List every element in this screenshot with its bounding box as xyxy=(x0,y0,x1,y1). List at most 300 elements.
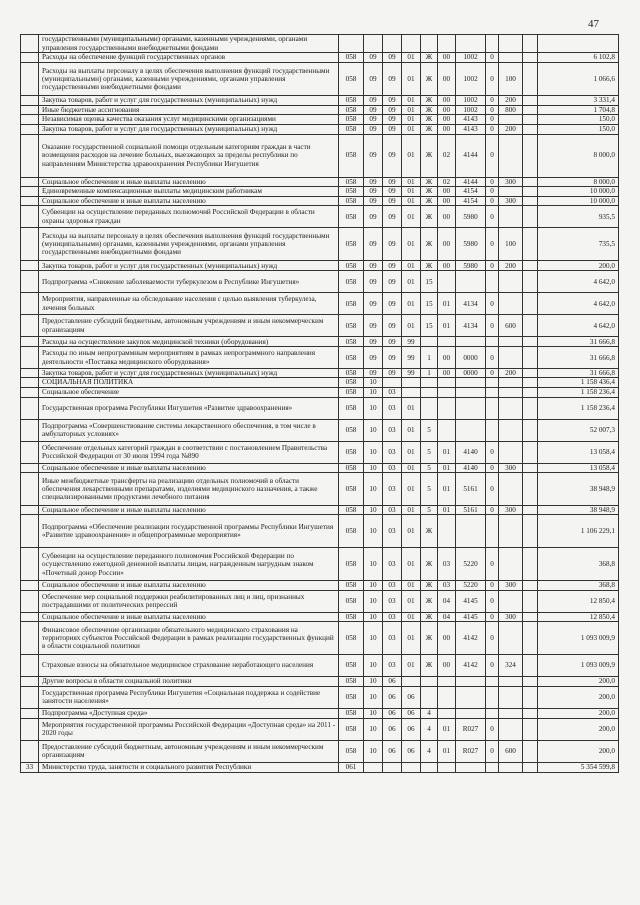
expense-type-code: 300 xyxy=(499,581,523,590)
direction-code: 4145 xyxy=(456,612,486,621)
expense-name: Подпрограмма «Доступная среда» xyxy=(39,708,339,718)
extra-code xyxy=(523,718,538,740)
program-code: 01 xyxy=(402,186,421,196)
direction-code: 5980 xyxy=(456,206,486,228)
direction-code xyxy=(456,419,486,441)
expense-type-code xyxy=(499,515,523,548)
direction-code: 5980 xyxy=(456,261,486,271)
table-row xyxy=(21,473,619,506)
row-number xyxy=(21,590,39,612)
amount-value: 200,0 xyxy=(538,261,619,271)
row-number xyxy=(21,96,39,106)
table-row xyxy=(21,293,619,315)
expense-type-code xyxy=(499,621,523,654)
extra-code xyxy=(523,515,538,548)
section-code: 10 xyxy=(364,686,383,708)
direction-code xyxy=(456,337,486,347)
amount-value: 1 158 236,4 xyxy=(538,387,619,397)
direction-suffix-code: 0 xyxy=(486,124,499,134)
extra-code xyxy=(523,676,538,686)
subprogram-code: 5 xyxy=(421,506,438,515)
amount-value: 200,0 xyxy=(538,676,619,686)
extra-code xyxy=(523,124,538,134)
section-code: 10 xyxy=(364,506,383,515)
subsection-code: 06 xyxy=(383,708,402,718)
direction-suffix-code xyxy=(486,337,499,347)
row-number xyxy=(21,506,39,515)
table-row xyxy=(21,378,619,387)
row-number xyxy=(21,387,39,397)
section-code: 09 xyxy=(364,63,383,96)
program-code xyxy=(402,676,421,686)
direction-suffix-code: 0 xyxy=(486,506,499,515)
expense-name: Расходы по иным непрограммным мероприятиям в рамках непрограммного направления деятельности «Поставка медицинского оборудования» xyxy=(39,347,339,369)
direction-suffix-code: 0 xyxy=(486,115,499,124)
ministry-code: 058 xyxy=(339,347,364,369)
extra-code xyxy=(523,228,538,261)
direction-suffix-code xyxy=(486,397,499,419)
expense-name: Иные бюджетные ассигнования xyxy=(39,106,339,115)
extra-code xyxy=(523,106,538,115)
program-code: 01 xyxy=(402,463,421,472)
amount-value: 4 642,0 xyxy=(538,293,619,315)
subsection-code: 09 xyxy=(383,206,402,228)
section-code: 10 xyxy=(364,387,383,397)
expense-type-code: 600 xyxy=(499,315,523,337)
amount-value: 1 158 236,4 xyxy=(538,397,619,419)
extra-code xyxy=(523,134,538,177)
direction-suffix-code: 0 xyxy=(486,441,499,463)
expense-name: Мероприятия государственной программы Российской Федерации «Доступная среда» на 2011 - 2020 годы xyxy=(39,718,339,740)
amount-value: 1 158 436,4 xyxy=(538,378,619,387)
table-row xyxy=(21,124,619,134)
section-code: 09 xyxy=(364,206,383,228)
expense-name: Подпрограмма «Обеспечение реализации государственной программы Республики Ингушетия «Развитие здравоохранения» и общепрограммные мероприятия» xyxy=(39,515,339,548)
subprogram-code xyxy=(421,35,438,53)
direction-suffix-code xyxy=(486,708,499,718)
expense-name: Страховые взносы на обязательное медицинское страхование неработающего населения xyxy=(39,654,339,676)
direction-code: 4143 xyxy=(456,115,486,124)
event-code: 01 xyxy=(438,718,456,740)
direction-code: 4143 xyxy=(456,124,486,134)
subprogram-code xyxy=(421,676,438,686)
direction-suffix-code: 0 xyxy=(486,463,499,472)
direction-code: R027 xyxy=(456,718,486,740)
direction-suffix-code: 0 xyxy=(486,369,499,378)
subprogram-code: 15 xyxy=(421,271,438,293)
section-code: 10 xyxy=(364,515,383,548)
expense-type-code xyxy=(499,53,523,63)
table-row xyxy=(21,590,619,612)
direction-suffix-code xyxy=(486,387,499,397)
expense-type-code xyxy=(499,718,523,740)
section-code: 09 xyxy=(364,196,383,205)
event-code: 00 xyxy=(438,96,456,106)
subsection-code: 06 xyxy=(383,676,402,686)
amount-value: 31 666,8 xyxy=(538,347,619,369)
direction-code: 4144 xyxy=(456,134,486,177)
subprogram-code: Ж xyxy=(421,590,438,612)
amount-value: 8 000,0 xyxy=(538,134,619,177)
extra-code xyxy=(523,63,538,96)
expense-type-code: 600 xyxy=(499,740,523,762)
subsection-code: 06 xyxy=(383,718,402,740)
table-row xyxy=(21,337,619,347)
subsection-code: 03 xyxy=(383,473,402,506)
direction-suffix-code: 0 xyxy=(486,347,499,369)
ministry-code: 058 xyxy=(339,590,364,612)
subprogram-code: Ж xyxy=(421,196,438,205)
row-number xyxy=(21,397,39,419)
amount-value: 368,8 xyxy=(538,581,619,590)
program-code: 99 xyxy=(402,369,421,378)
program-code: 01 xyxy=(402,293,421,315)
program-code: 01 xyxy=(402,177,421,186)
row-number xyxy=(21,115,39,124)
event-code xyxy=(438,708,456,718)
expense-type-code xyxy=(499,134,523,177)
direction-code: 4134 xyxy=(456,293,486,315)
direction-code: 4142 xyxy=(456,654,486,676)
section-code: 10 xyxy=(364,612,383,621)
extra-code xyxy=(523,740,538,762)
direction-suffix-code: 0 xyxy=(486,228,499,261)
subsection-code: 09 xyxy=(383,96,402,106)
extra-code xyxy=(523,293,538,315)
subsection-code: 09 xyxy=(383,53,402,63)
expense-name: Обеспечение отдельных категорий граждан в соответствии с постановлением Правительства Российской Федерации от 30 июля 1994 года №890 xyxy=(39,441,339,463)
subprogram-code xyxy=(421,686,438,708)
ministry-code: 058 xyxy=(339,676,364,686)
ministry-code: 058 xyxy=(339,96,364,106)
expense-name: Министерство труда, занятости и социального развития Республики xyxy=(39,762,339,772)
expense-name: Социальное обеспечение и иные выплаты населению xyxy=(39,581,339,590)
row-number xyxy=(21,708,39,718)
subprogram-code: 1 xyxy=(421,369,438,378)
expense-type-code: 200 xyxy=(499,124,523,134)
program-code: 01 xyxy=(402,590,421,612)
ministry-code: 058 xyxy=(339,515,364,548)
row-number xyxy=(21,106,39,115)
direction-suffix-code: 0 xyxy=(486,206,499,228)
row-number xyxy=(21,369,39,378)
direction-suffix-code: 0 xyxy=(486,654,499,676)
expense-name: Социальное обеспечение и иные выплаты населению xyxy=(39,177,339,186)
direction-suffix-code: 0 xyxy=(486,315,499,337)
table-row xyxy=(21,419,619,441)
amount-value: 200,0 xyxy=(538,740,619,762)
ministry-code: 058 xyxy=(339,186,364,196)
expense-name: Закупка товаров, работ и услуг для государственных (муниципальных) нужд xyxy=(39,261,339,271)
extra-code xyxy=(523,686,538,708)
subsection-code: 09 xyxy=(383,186,402,196)
subprogram-code: 4 xyxy=(421,718,438,740)
extra-code xyxy=(523,590,538,612)
extra-code xyxy=(523,337,538,347)
subprogram-code xyxy=(421,337,438,347)
row-number xyxy=(21,261,39,271)
expense-type-code: 324 xyxy=(499,654,523,676)
event-code: 00 xyxy=(438,261,456,271)
event-code: 02 xyxy=(438,177,456,186)
direction-suffix-code: 0 xyxy=(486,581,499,590)
amount-value: 31 666,8 xyxy=(538,369,619,378)
section-code: 10 xyxy=(364,463,383,472)
event-code xyxy=(438,515,456,548)
subprogram-code: Ж xyxy=(421,177,438,186)
subprogram-code: 4 xyxy=(421,740,438,762)
subsection-code xyxy=(383,378,402,387)
direction-suffix-code: 0 xyxy=(486,96,499,106)
subsection-code: 09 xyxy=(383,369,402,378)
budget-table xyxy=(20,34,619,773)
amount-value: 1 704,8 xyxy=(538,106,619,115)
amount-value: 13 058,4 xyxy=(538,441,619,463)
direction-code xyxy=(456,762,486,772)
expense-name: Социальное обеспечение и иные выплаты населению xyxy=(39,612,339,621)
ministry-code: 058 xyxy=(339,708,364,718)
ministry-code: 058 xyxy=(339,686,364,708)
row-number xyxy=(21,515,39,548)
event-code: 00 xyxy=(438,63,456,96)
row-number xyxy=(21,186,39,196)
ministry-code: 058 xyxy=(339,419,364,441)
ministry-code: 058 xyxy=(339,106,364,115)
event-code: 01 xyxy=(438,463,456,472)
direction-suffix-code: 0 xyxy=(486,196,499,205)
event-code: 03 xyxy=(438,548,456,581)
direction-suffix-code: 0 xyxy=(486,106,499,115)
event-code xyxy=(438,387,456,397)
expense-name: Предоставление субсидий бюджетным, автономным учреждениям и иным некоммерческим организациям xyxy=(39,740,339,762)
section-code: 09 xyxy=(364,186,383,196)
expense-type-code xyxy=(499,441,523,463)
extra-code xyxy=(523,115,538,124)
table-row xyxy=(21,654,619,676)
subprogram-code xyxy=(421,397,438,419)
section-code: 10 xyxy=(364,621,383,654)
expense-type-code xyxy=(499,473,523,506)
extra-code xyxy=(523,378,538,387)
row-number xyxy=(21,686,39,708)
program-code: 99 xyxy=(402,347,421,369)
direction-suffix-code: 0 xyxy=(486,548,499,581)
direction-code: R027 xyxy=(456,740,486,762)
amount-value xyxy=(538,35,619,53)
direction-suffix-code: 0 xyxy=(486,63,499,96)
extra-code xyxy=(523,397,538,419)
subsection-code: 09 xyxy=(383,63,402,96)
expense-type-code xyxy=(499,419,523,441)
program-code: 01 xyxy=(402,206,421,228)
section-code: 09 xyxy=(364,106,383,115)
expense-type-code: 800 xyxy=(499,106,523,115)
row-number xyxy=(21,654,39,676)
expense-type-code xyxy=(499,271,523,293)
amount-value: 13 058,4 xyxy=(538,463,619,472)
ministry-code: 058 xyxy=(339,654,364,676)
table-row xyxy=(21,53,619,63)
table-row xyxy=(21,441,619,463)
amount-value: 10 000,0 xyxy=(538,186,619,196)
expense-type-code: 300 xyxy=(499,506,523,515)
extra-code xyxy=(523,473,538,506)
expense-type-code: 200 xyxy=(499,261,523,271)
expense-name: Социальное обеспечение xyxy=(39,387,339,397)
direction-code xyxy=(456,387,486,397)
section-code: 10 xyxy=(364,708,383,718)
ministry-code: 058 xyxy=(339,177,364,186)
section-code: 10 xyxy=(364,718,383,740)
ministry-code: 058 xyxy=(339,612,364,621)
direction-suffix-code: 0 xyxy=(486,621,499,654)
program-code: 01 xyxy=(402,261,421,271)
subprogram-code xyxy=(421,378,438,387)
section-code: 10 xyxy=(364,740,383,762)
expense-type-code: 100 xyxy=(499,228,523,261)
expense-name: государственными (муниципальными) органами, казенными учреждениями, органами управления государственными внебюджетными фондами xyxy=(39,35,339,53)
section-code: 09 xyxy=(364,369,383,378)
extra-code xyxy=(523,387,538,397)
event-code xyxy=(438,397,456,419)
page-number: 47 xyxy=(588,18,599,30)
direction-code xyxy=(456,271,486,293)
amount-value: 52 007,3 xyxy=(538,419,619,441)
extra-code xyxy=(523,196,538,205)
subsection-code: 03 xyxy=(383,621,402,654)
table-row xyxy=(21,63,619,96)
row-number xyxy=(21,315,39,337)
program-code: 01 xyxy=(402,53,421,63)
program-code: 01 xyxy=(402,271,421,293)
row-number xyxy=(21,463,39,472)
table-row xyxy=(21,271,619,293)
table-row xyxy=(21,506,619,515)
amount-value: 1 066,6 xyxy=(538,63,619,96)
subprogram-code: 5 xyxy=(421,463,438,472)
expense-name: Обеспечение мер социальной поддержки реабилитированных лиц и лиц, признанных пострадавшими от политических репрессий xyxy=(39,590,339,612)
row-number xyxy=(21,740,39,762)
ministry-code: 058 xyxy=(339,261,364,271)
program-code: 06 xyxy=(402,718,421,740)
amount-value: 1 106 229,1 xyxy=(538,515,619,548)
event-code: 00 xyxy=(438,106,456,115)
row-number xyxy=(21,378,39,387)
table-row xyxy=(21,115,619,124)
program-code: 01 xyxy=(402,106,421,115)
row-number xyxy=(21,293,39,315)
expense-name: Независимая оценка качества оказания услуг медицинскими организациями xyxy=(39,115,339,124)
amount-value: 1 093 009,9 xyxy=(538,654,619,676)
amount-value: 368,8 xyxy=(538,548,619,581)
section-code: 09 xyxy=(364,115,383,124)
expense-name: Финансовое обеспечение организации обязательного медицинского страхования на территориях субъектов Российской Федерации в рамках реализации государственных функций в области социальной политики xyxy=(39,621,339,654)
expense-type-code xyxy=(499,347,523,369)
section-code: 09 xyxy=(364,337,383,347)
ministry-code: 058 xyxy=(339,387,364,397)
row-number xyxy=(21,548,39,581)
direction-code xyxy=(456,378,486,387)
table-row xyxy=(21,581,619,590)
budget-table-sheet xyxy=(20,34,618,773)
ministry-code: 058 xyxy=(339,293,364,315)
row-number xyxy=(21,612,39,621)
ministry-code xyxy=(339,35,364,53)
amount-value: 150,0 xyxy=(538,115,619,124)
program-code: 01 xyxy=(402,63,421,96)
direction-code: 1002 xyxy=(456,53,486,63)
table-row xyxy=(21,96,619,106)
direction-code: 5980 xyxy=(456,228,486,261)
expense-type-code xyxy=(499,35,523,53)
direction-code: 4154 xyxy=(456,186,486,196)
subsection-code: 03 xyxy=(383,463,402,472)
ministry-code: 058 xyxy=(339,718,364,740)
subprogram-code: Ж xyxy=(421,124,438,134)
extra-code xyxy=(523,53,538,63)
direction-suffix-code: 0 xyxy=(486,718,499,740)
row-number xyxy=(21,581,39,590)
ministry-code: 058 xyxy=(339,621,364,654)
direction-code xyxy=(456,397,486,419)
ministry-code: 058 xyxy=(339,115,364,124)
ministry-code: 058 xyxy=(339,378,364,387)
row-number xyxy=(21,621,39,654)
amount-value: 8 000,0 xyxy=(538,177,619,186)
row-number xyxy=(21,206,39,228)
extra-code xyxy=(523,708,538,718)
event-code: 00 xyxy=(438,186,456,196)
expense-name: Оказание государственной социальной помощи отдельным категориям граждан в части возмещения расходов на лечение больных, выезжающих за пределы республики по направлениям Министерства здравоохранения Республики Ингушетия xyxy=(39,134,339,177)
row-number xyxy=(21,271,39,293)
direction-code xyxy=(456,515,486,548)
event-code: 01 xyxy=(438,441,456,463)
expense-name: Государственная программа Республики Ингушетия «Развитие здравоохранения» xyxy=(39,397,339,419)
extra-code xyxy=(523,463,538,472)
subsection-code: 09 xyxy=(383,177,402,186)
expense-name: СОЦИАЛЬНАЯ ПОЛИТИКА xyxy=(39,378,339,387)
event-code: 04 xyxy=(438,590,456,612)
subsection-code: 09 xyxy=(383,124,402,134)
table-row xyxy=(21,369,619,378)
subsection-code xyxy=(383,762,402,772)
subsection-code: 03 xyxy=(383,612,402,621)
subsection-code: 09 xyxy=(383,347,402,369)
direction-suffix-code xyxy=(486,762,499,772)
program-code: 01 xyxy=(402,612,421,621)
expense-type-code: 300 xyxy=(499,196,523,205)
expense-name: Закупка товаров, работ и услуг для государственных (муниципальных) нужд xyxy=(39,369,339,378)
program-code xyxy=(402,378,421,387)
section-code: 09 xyxy=(364,96,383,106)
ministry-code: 058 xyxy=(339,315,364,337)
event-code xyxy=(438,35,456,53)
event-code: 00 xyxy=(438,621,456,654)
direction-suffix-code xyxy=(486,419,499,441)
subprogram-code: Ж xyxy=(421,106,438,115)
extra-code xyxy=(523,548,538,581)
ministry-code: 058 xyxy=(339,228,364,261)
subprogram-code: 4 xyxy=(421,708,438,718)
section-code: 09 xyxy=(364,271,383,293)
direction-code: 1002 xyxy=(456,106,486,115)
event-code: 00 xyxy=(438,115,456,124)
subsection-code: 03 xyxy=(383,548,402,581)
event-code: 04 xyxy=(438,612,456,621)
ministry-code: 061 xyxy=(339,762,364,772)
expense-name: Предоставление субсидий бюджетным, автономным учреждениям и иным некоммерческим организациям xyxy=(39,315,339,337)
extra-code xyxy=(523,581,538,590)
